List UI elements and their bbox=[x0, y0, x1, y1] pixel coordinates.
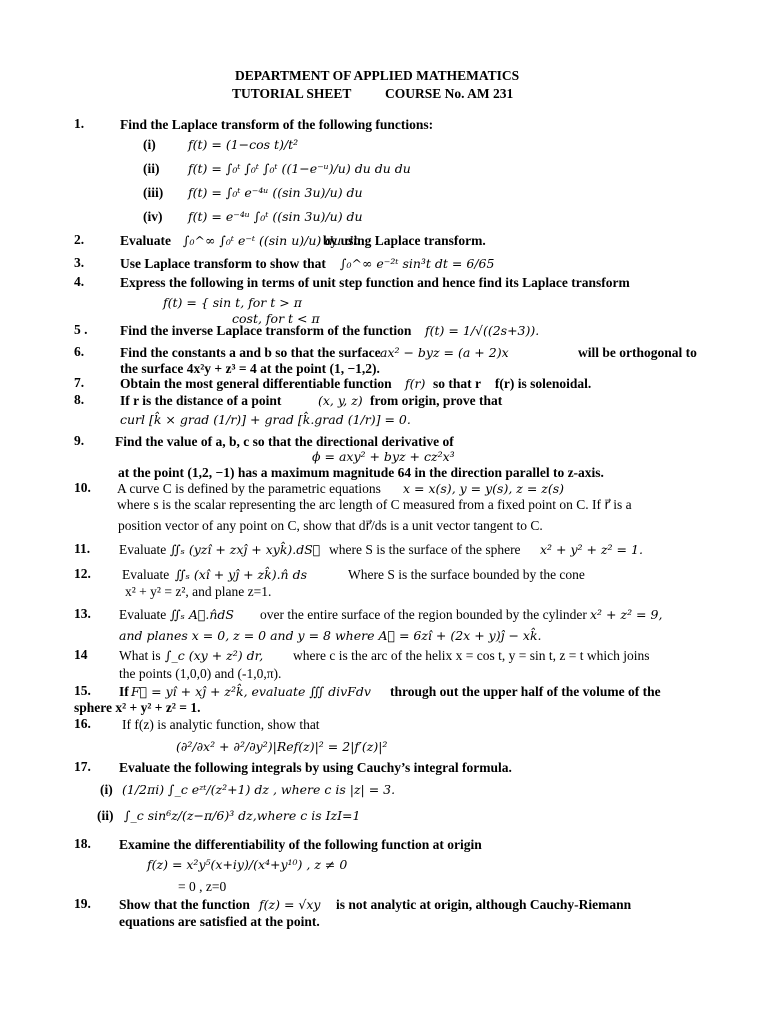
question-number: 19. bbox=[74, 896, 91, 911]
question-text: Find the Laplace transform of the following functions: bbox=[120, 117, 434, 132]
question-text: Find the constants a and b so that the surface bbox=[120, 345, 381, 360]
question-text-line2: sphere x² + y² + z² = 1. bbox=[74, 700, 201, 715]
question-text: Evaluate bbox=[119, 542, 167, 557]
question-text: Obtain the most general differentiable function bbox=[120, 376, 392, 391]
sub-formula: ∫_c sin⁶z/(z−π/6)³ dz,where c is IzI=1 bbox=[124, 808, 361, 823]
question-text: Evaluate bbox=[119, 607, 167, 622]
question-number: 14 bbox=[74, 647, 88, 662]
question-text: Examine the differentiability of the following function at origin bbox=[119, 837, 482, 852]
question-text: is not analytic at origin, although Cauchy-Riemann bbox=[336, 897, 632, 912]
question-number: 3. bbox=[74, 255, 85, 270]
question-formula-line2: f(z) = x²y⁵(x+iy)/(x⁴+y¹⁰) , z ≠ 0 bbox=[147, 857, 348, 872]
question-number: 16. bbox=[74, 716, 91, 731]
question-formula: ∫₀^∞ ∫₀ᵗ e⁻ᵗ ((sin u)/u) du dt bbox=[183, 233, 359, 248]
question-text: Find the inverse Laplace transform of the function bbox=[120, 323, 412, 338]
sub-label: (ii) bbox=[97, 808, 114, 823]
question-text: Find the value of a, b, c so that the directional derivative of bbox=[115, 434, 454, 449]
question-number: 13. bbox=[74, 606, 91, 621]
sub-label: (iii) bbox=[143, 185, 164, 200]
question-text: Evaluate bbox=[122, 567, 170, 582]
question-text: over the entire surface of the region bounded by the cylinder bbox=[260, 607, 587, 622]
question-text: Use Laplace transform to show that bbox=[120, 256, 326, 271]
question-number: 10. bbox=[74, 480, 91, 495]
course-number: COURSE No. AM 231 bbox=[385, 86, 514, 101]
question-formula: ∫_c (xy + z²) dr, bbox=[165, 648, 264, 663]
question-text: so that r⃗ f(r) is solenoidal. bbox=[433, 376, 592, 391]
question-text: Where S is the surface bounded by the cone bbox=[348, 567, 585, 582]
question-formula: f(t) = 1/√((2s+3)). bbox=[425, 323, 540, 338]
question-text: If r is the distance of a point bbox=[120, 393, 282, 408]
question-number: 8. bbox=[74, 392, 85, 407]
question-formula: ∬ₛ A⃗.n̂dS bbox=[170, 607, 234, 622]
question-number: 5 . bbox=[74, 322, 88, 337]
sub-formula: f(t) = e⁻⁴ᵘ ∫₀ᵗ ((sin 3u)/u) du bbox=[188, 209, 363, 224]
question-number: 17. bbox=[74, 759, 91, 774]
question-formula-line2: ϕ = axy² + byz + cz²x³ bbox=[312, 449, 455, 464]
question-text: by using Laplace transform. bbox=[323, 233, 486, 248]
question-formula: x² + z² = 9, bbox=[590, 607, 663, 622]
sub-formula: f(t) = ∫₀ᵗ ∫₀ᵗ ∫₀ᵗ ((1−e⁻ᵘ)/u) du du du bbox=[188, 161, 411, 176]
question-number: 11. bbox=[74, 541, 91, 556]
question-number: 9. bbox=[74, 433, 85, 448]
question-number: 15. bbox=[74, 683, 91, 698]
question-formula: f(r) bbox=[405, 376, 426, 391]
question-formula: ax² − byz = (a + 2)x bbox=[380, 345, 509, 360]
question-formula: ∫₀^∞ e⁻²ᵗ sin³t dt = 6/65 bbox=[340, 256, 495, 271]
sub-formula: (1/2πi) ∫_c eᶻᵗ/(z²+1) dz , where c is |z| = 3. bbox=[122, 782, 396, 797]
question-text-line3: position vector of any point on C, show that dr⃗/ds is a unit vector tangent to C. bbox=[118, 518, 543, 533]
question-formula: ∬ₛ (xî + yĵ + zk̂).n̂ ds bbox=[175, 567, 307, 582]
question-text: If f(z) is analytic function, show that bbox=[122, 717, 320, 732]
question-number: 2. bbox=[74, 232, 85, 247]
sub-formula: f(t) = (1−cos t)/t² bbox=[188, 137, 299, 152]
question-number: 6. bbox=[74, 344, 85, 359]
question-text-line3: at the point (1,2, −1) has a maximum magnitude 64 in the direction parallel to z-axis. bbox=[118, 465, 604, 480]
question-formula: f(z) = √xy bbox=[259, 897, 321, 912]
question-text: If bbox=[119, 684, 129, 699]
question-formula: F⃗ = yî + xĵ + z²k̂, evaluate ∭ divFdv bbox=[131, 684, 371, 699]
question-text: through out the upper half of the volume of the bbox=[390, 684, 661, 699]
piecewise-line-1: f(t) = { sin t, for t > π bbox=[163, 295, 302, 310]
question-number: 18. bbox=[74, 836, 91, 851]
question-text: A curve C is defined by the parametric equations bbox=[117, 481, 381, 496]
question-formula: ∬ₛ (yzî + zxĵ + xyk̂).dS⃗ bbox=[170, 542, 321, 557]
question-formula: x² + y² + z² = 1. bbox=[540, 542, 643, 557]
question-formula-line2: curl [k̂ × grad (1/r)] + grad [k̂.grad (1/r)] = 0. bbox=[120, 412, 411, 427]
question-text-line2: the points (1,0,0) and (-1,0,π). bbox=[119, 666, 282, 681]
question-text: from origin, prove that bbox=[370, 393, 503, 408]
question-text: Evaluate bbox=[120, 233, 172, 248]
sub-label: (ii) bbox=[143, 161, 160, 176]
question-text: will be orthogonal to bbox=[578, 345, 697, 360]
question-text-line2: the surface 4x²y + z³ = 4 at the point (1, −1,2). bbox=[120, 361, 380, 376]
sub-label: (i) bbox=[100, 782, 113, 797]
question-number: 7. bbox=[74, 375, 85, 390]
question-text: Show that the function bbox=[119, 897, 250, 912]
question-number: 1. bbox=[74, 116, 85, 131]
sub-formula: f(t) = ∫₀ᵗ e⁻⁴ᵘ ((sin 3u)/u) du bbox=[188, 185, 363, 200]
question-formula: (x, y, z) bbox=[318, 393, 363, 408]
question-number: 4. bbox=[74, 274, 85, 289]
question-text: What is bbox=[119, 648, 161, 663]
sheet-title: TUTORIAL SHEET bbox=[232, 86, 352, 101]
question-text: where c is the arc of the helix x = cos t, y = sin t, z = t which joins bbox=[293, 648, 650, 663]
question-text: Evaluate the following integrals by using Cauchy’s integral formula. bbox=[119, 760, 512, 775]
question-text: where S is the surface of the sphere bbox=[329, 542, 521, 557]
question-formula: x = x(s), y = y(s), z = z(s) bbox=[403, 481, 565, 496]
piecewise-line-2: cost, for t < π bbox=[232, 311, 320, 326]
sub-label: (iv) bbox=[143, 209, 163, 224]
question-formula-line2: (∂²/∂x² + ∂²/∂y²)|Ref(z)|² = 2|f′(z)|² bbox=[176, 739, 388, 754]
question-text-line2: and planes x = 0, z = 0 and y = 8 where A⃗ = 6zî + (2x + y)ĵ − xk̂. bbox=[119, 628, 542, 643]
sub-label: (i) bbox=[143, 137, 156, 152]
question-formula-line3: = 0 , z=0 bbox=[178, 879, 227, 894]
department-title: DEPARTMENT OF APPLIED MATHEMATICS bbox=[235, 68, 520, 83]
question-text-line2: equations are satisfied at the point. bbox=[119, 914, 320, 929]
question-text: Express the following in terms of unit step function and hence find its Laplace transform bbox=[120, 275, 630, 290]
question-text-line2: where s is the scalar representing the arc length of C measured from a fixed point on C. If r⃗ is a bbox=[117, 497, 632, 512]
question-number: 12. bbox=[74, 566, 91, 581]
question-text-line2: x² + y² = z², and plane z=1. bbox=[125, 584, 272, 599]
